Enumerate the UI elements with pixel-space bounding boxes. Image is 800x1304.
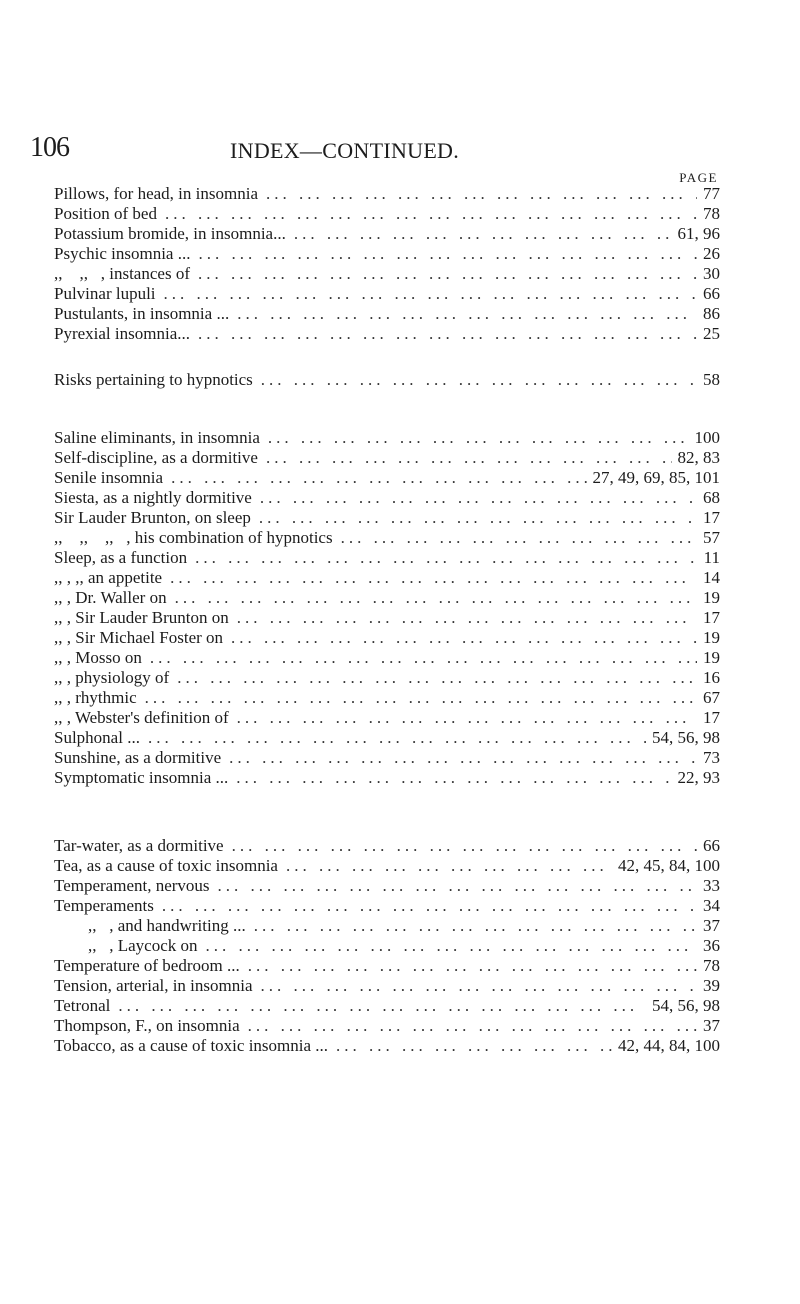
page-column-heading: PAGE bbox=[679, 170, 718, 185]
index-entry-pages: 54, 56, 98 bbox=[652, 996, 720, 1015]
dot-leader bbox=[261, 370, 697, 390]
index-entry bbox=[54, 896, 720, 916]
index-entry-label: Sulphonal ... bbox=[54, 728, 140, 747]
index-entry bbox=[54, 204, 720, 224]
dot-leader bbox=[248, 956, 697, 976]
index-entry-label: Sleep, as a function bbox=[54, 548, 188, 567]
index-entry-pages: 78 bbox=[703, 204, 720, 223]
index-entry bbox=[54, 668, 720, 688]
index-entry-label: Sir Lauder Brunton, on sleep bbox=[54, 508, 251, 527]
index-entry-label: Pillows, for head, in insomnia bbox=[54, 184, 258, 203]
index-entry-pages: 14 bbox=[703, 568, 720, 587]
dot-leader bbox=[162, 896, 697, 916]
index-entry bbox=[54, 876, 720, 896]
dot-leader bbox=[341, 528, 697, 548]
index-entry-pages: 16 bbox=[703, 668, 720, 687]
index-entry-label: Pustulants, in insomnia ... bbox=[54, 304, 230, 323]
index-entry-label: Psychic insomnia ... bbox=[54, 244, 191, 263]
index-entry-pages: 22, 93 bbox=[677, 768, 720, 787]
index-entry bbox=[54, 568, 720, 588]
index-entry-pages: 25 bbox=[703, 324, 720, 343]
index-entry bbox=[54, 528, 720, 548]
index-entry bbox=[54, 448, 720, 468]
index-entry-label: Temperature of bedroom ... bbox=[54, 956, 240, 975]
index-section-t bbox=[54, 836, 720, 1056]
index-entry bbox=[54, 244, 720, 264]
index-entry bbox=[54, 688, 720, 708]
index-entry bbox=[54, 370, 720, 390]
index-entry-label: ,, , Laycock on bbox=[54, 936, 198, 955]
index-section-p bbox=[54, 184, 720, 344]
index-entry bbox=[54, 488, 720, 508]
index-entry-pages: 17 bbox=[703, 608, 720, 627]
index-entry-label: ,, , and handwriting ... bbox=[54, 916, 246, 935]
dot-leader bbox=[232, 836, 697, 856]
dot-leader bbox=[237, 608, 697, 628]
dot-leader bbox=[145, 688, 697, 708]
index-entry bbox=[54, 856, 720, 876]
index-entry-pages: 11 bbox=[703, 548, 720, 567]
dot-leader bbox=[171, 468, 586, 488]
index-entry-pages: 61, 96 bbox=[677, 224, 720, 243]
index-entry bbox=[54, 284, 720, 304]
index-entry-label: Thompson, F., on insomnia bbox=[54, 1016, 240, 1035]
index-entry bbox=[54, 728, 720, 748]
index-entry bbox=[54, 996, 720, 1016]
index-entry-pages: 36 bbox=[703, 936, 720, 955]
index-entry bbox=[54, 748, 720, 768]
index-entry-label: ,, ,, , instances of bbox=[54, 264, 190, 283]
index-entry bbox=[54, 916, 720, 936]
index-entry bbox=[54, 508, 720, 528]
index-entry-pages: 42, 44, 84, 100 bbox=[618, 1036, 720, 1055]
dot-leader bbox=[237, 304, 697, 324]
dot-leader bbox=[229, 748, 697, 768]
index-entry-pages: 42, 45, 84, 100 bbox=[618, 856, 720, 875]
index-entry-label: Senile insomnia bbox=[54, 468, 164, 487]
index-entry bbox=[54, 1016, 720, 1036]
dot-leader bbox=[165, 204, 697, 224]
index-entry-label: ,, , rhythmic bbox=[54, 688, 137, 707]
index-entry-pages: 37 bbox=[703, 1016, 720, 1035]
index-entry-label: Risks pertaining to hypnotics bbox=[54, 370, 253, 389]
dot-leader bbox=[150, 648, 697, 668]
index-entry bbox=[54, 548, 720, 568]
dot-leader bbox=[198, 244, 697, 264]
index-entry bbox=[54, 224, 720, 244]
index-entry bbox=[54, 468, 720, 488]
index-entry-label: Temperament, nervous bbox=[54, 876, 210, 895]
index-entry bbox=[54, 936, 720, 956]
index-entry-pages: 100 bbox=[694, 428, 720, 447]
dot-leader bbox=[206, 936, 697, 956]
index-entry-label: ,, , Sir Michael Foster on bbox=[54, 628, 224, 647]
index-entry bbox=[54, 648, 720, 668]
index-entry-pages: 86 bbox=[703, 304, 720, 323]
index-entry-pages: 37 bbox=[703, 916, 720, 935]
dot-leader bbox=[198, 264, 697, 284]
index-entry bbox=[54, 768, 720, 788]
index-entry-pages: 77 bbox=[703, 184, 720, 203]
dot-leader bbox=[248, 1016, 697, 1036]
index-entry-label: Saline eliminants, in insomnia bbox=[54, 428, 260, 447]
index-entry-pages: 66 bbox=[703, 836, 720, 855]
index-entry bbox=[54, 976, 720, 996]
index-entry-pages: 68 bbox=[703, 488, 720, 507]
index-entry-label: Pulvinar lupuli bbox=[54, 284, 156, 303]
page-number: 106 bbox=[30, 132, 69, 163]
index-entry-label: Tetronal bbox=[54, 996, 111, 1015]
index-entry-pages: 66 bbox=[703, 284, 720, 303]
index-entry-pages: 30 bbox=[703, 264, 720, 283]
dot-leader bbox=[175, 588, 697, 608]
index-entry bbox=[54, 428, 720, 448]
index-entry bbox=[54, 324, 720, 344]
dot-leader bbox=[286, 856, 612, 876]
index-entry-label: Tension, arterial, in insomnia bbox=[54, 976, 253, 995]
index-entry-label: Potassium bromide, in insomnia... bbox=[54, 224, 286, 243]
index-entry-label: ,, , Sir Lauder Brunton on bbox=[54, 608, 229, 627]
dot-leader bbox=[148, 728, 646, 748]
dot-leader bbox=[294, 224, 672, 244]
dot-leader bbox=[118, 996, 646, 1016]
index-entry-label: ,, ,, ,, , his combination of hypnotics bbox=[54, 528, 333, 547]
index-entry-label: ,, , Mosso on bbox=[54, 648, 142, 667]
index-entry-label: Tar-water, as a dormitive bbox=[54, 836, 224, 855]
index-entry-pages: 57 bbox=[703, 528, 720, 547]
index-entry bbox=[54, 588, 720, 608]
index-entry-pages: 17 bbox=[703, 708, 720, 727]
index-entry bbox=[54, 956, 720, 976]
index-entry-pages: 82, 83 bbox=[677, 448, 720, 467]
index-entry-pages: 27, 49, 69, 85, 101 bbox=[592, 468, 720, 487]
index-entry-label: ,, , Dr. Waller on bbox=[54, 588, 167, 607]
index-entry-label: Tobacco, as a cause of toxic insomnia ... bbox=[54, 1036, 329, 1055]
index-entry-label: Sunshine, as a dormitive bbox=[54, 748, 222, 767]
index-entry-label: ,, , ,, an appetite bbox=[54, 568, 163, 587]
dot-leader bbox=[266, 184, 697, 204]
dot-leader bbox=[237, 708, 697, 728]
dot-leader bbox=[231, 628, 697, 648]
dot-leader bbox=[261, 976, 697, 996]
index-entry-pages: 78 bbox=[703, 956, 720, 975]
dot-leader bbox=[259, 508, 697, 528]
index-entry-label: ,, , physiology of bbox=[54, 668, 170, 687]
index-entry-pages: 19 bbox=[703, 648, 720, 667]
index-entry-label: Symptomatic insomnia ... bbox=[54, 768, 229, 787]
index-entry-pages: 39 bbox=[703, 976, 720, 995]
dot-leader bbox=[254, 916, 697, 936]
index-entry-label: Pyrexial insomnia... bbox=[54, 324, 190, 343]
dot-leader bbox=[268, 428, 689, 448]
dot-leader bbox=[218, 876, 697, 896]
index-entry-pages: 33 bbox=[703, 876, 720, 895]
dot-leader bbox=[177, 668, 697, 688]
index-entry-pages: 54, 56, 98 bbox=[652, 728, 720, 747]
index-entry bbox=[54, 184, 720, 204]
index-entry bbox=[54, 264, 720, 284]
dot-leader bbox=[236, 768, 671, 788]
index-entry-pages: 17 bbox=[703, 508, 720, 527]
dot-leader bbox=[336, 1036, 612, 1056]
index-entry-label: Siesta, as a nightly dormitive bbox=[54, 488, 252, 507]
dot-leader bbox=[195, 548, 697, 568]
index-entry bbox=[54, 836, 720, 856]
index-entry-pages: 26 bbox=[703, 244, 720, 263]
index-entry-pages: 34 bbox=[703, 896, 720, 915]
index-entry-pages: 73 bbox=[703, 748, 720, 767]
index-entry bbox=[54, 628, 720, 648]
index-entry bbox=[54, 708, 720, 728]
index-entry-label: ,, , Webster's definition of bbox=[54, 708, 229, 727]
index-section-r bbox=[54, 370, 720, 390]
dot-leader bbox=[260, 488, 697, 508]
dot-leader bbox=[164, 284, 697, 304]
dot-leader bbox=[170, 568, 697, 588]
index-entry-pages: 67 bbox=[703, 688, 720, 707]
index-entry-label: Position of bed bbox=[54, 204, 157, 223]
running-head: INDEX—CONTINUED. bbox=[230, 138, 460, 163]
index-entry bbox=[54, 608, 720, 628]
index-entry-label: Self-discipline, as a dormitive bbox=[54, 448, 258, 467]
index-entry-pages: 19 bbox=[703, 588, 720, 607]
index-entry-label: Tea, as a cause of toxic insomnia bbox=[54, 856, 278, 875]
index-entry bbox=[54, 304, 720, 324]
index-section-s bbox=[54, 428, 720, 788]
index-entry-pages: 19 bbox=[703, 628, 720, 647]
index-entry-pages: 58 bbox=[703, 370, 720, 389]
dot-leader bbox=[266, 448, 672, 468]
dot-leader bbox=[198, 324, 697, 344]
index-entry-label: Temperaments bbox=[54, 896, 154, 915]
index-entry bbox=[54, 1036, 720, 1056]
